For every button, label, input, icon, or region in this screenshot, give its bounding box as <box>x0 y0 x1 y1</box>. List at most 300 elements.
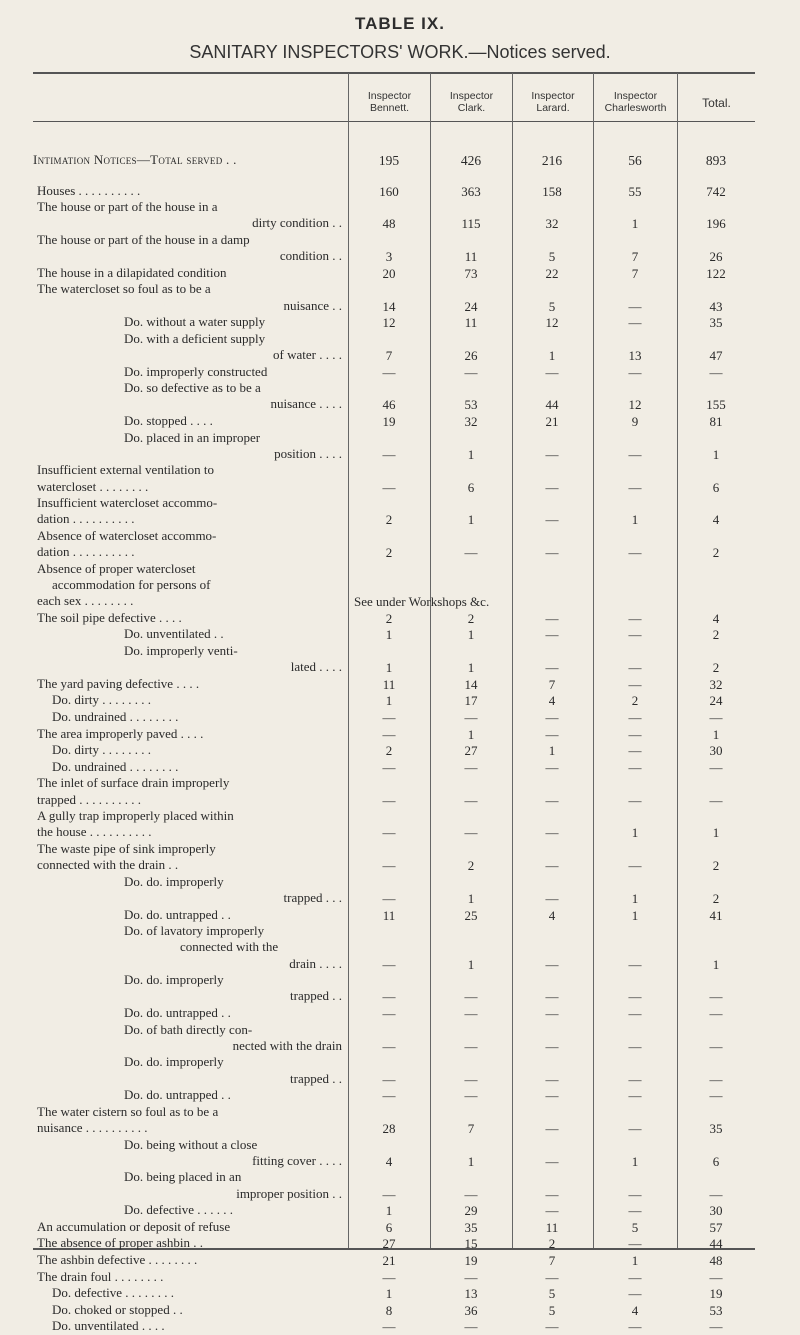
cell-total: 24 <box>709 693 723 709</box>
row-label: Do. do. improperly <box>124 1054 224 1070</box>
cell-total: 1 <box>712 825 720 841</box>
row-label: Do. unventilated . . . . <box>52 1318 165 1334</box>
table-row <box>0 561 800 610</box>
cell-bennett: 160 <box>379 183 399 199</box>
cell-total: 2 <box>712 858 720 874</box>
cell-bennett: 20 <box>382 265 396 281</box>
cell-charlesworth: — <box>628 1203 642 1219</box>
cell-bennett: — <box>382 1088 396 1104</box>
row-label: The water cistern so foul as to be a <box>37 1103 219 1119</box>
cell-larard: — <box>545 890 559 906</box>
row-label: Do. do. untrapped . . <box>124 1005 231 1020</box>
cell-charlesworth: — <box>628 446 642 462</box>
cell-bennett: — <box>382 1006 396 1021</box>
table-row <box>0 183 800 199</box>
cell-larard: — <box>545 1153 559 1169</box>
row-label: The area improperly paved . . . . <box>37 725 204 741</box>
cell-larard: 5 <box>548 1286 556 1302</box>
cell-clark: — <box>464 1319 478 1335</box>
cell-total: — <box>709 1186 723 1202</box>
row-label: An accumulation or deposit of refuse <box>37 1218 231 1234</box>
cell-total: — <box>709 364 723 380</box>
cell-clark: 14 <box>464 676 478 692</box>
cell-charlesworth: 7 <box>631 249 639 265</box>
table-row <box>0 1252 800 1268</box>
cell-clark: — <box>464 759 478 775</box>
cell-total: — <box>709 1038 723 1054</box>
table-row <box>0 643 800 675</box>
table-row <box>0 413 800 429</box>
cell-clark: 363 <box>461 183 481 199</box>
row-label: Do. improperly constructed <box>124 363 268 379</box>
row-label: the house . . . . . . . . . . <box>37 824 152 840</box>
cell-total: — <box>709 1071 723 1087</box>
row-label: Insufficient watercloset accommo- <box>37 495 218 511</box>
table-row <box>0 1285 800 1301</box>
cell-charlesworth: — <box>628 315 642 331</box>
table-row <box>0 759 800 775</box>
cell-bennett: — <box>382 890 396 906</box>
cell-charlesworth: — <box>628 298 642 314</box>
cell-larard: — <box>545 825 559 841</box>
cell-clark: 115 <box>461 216 481 232</box>
row-label: The soil pipe defective . . . . <box>37 609 182 625</box>
cell-larard: 12 <box>545 315 559 331</box>
cell-bennett: — <box>382 858 396 874</box>
cell-clark: — <box>464 989 478 1005</box>
table-row <box>0 626 800 642</box>
cell-clark: 32 <box>464 414 478 429</box>
row-label: Do. dirty . . . . . . . . <box>52 692 151 708</box>
cell-clark: 2 <box>467 858 475 874</box>
cell-larard: 22 <box>545 265 559 281</box>
cell-charlesworth: 12 <box>628 397 642 413</box>
row-label: connected with the <box>180 939 279 955</box>
cell-larard: — <box>545 726 559 742</box>
row-label: dirty condition . . <box>252 215 342 231</box>
row-label: Do. of bath directly con- <box>124 1021 253 1037</box>
table-row <box>0 1137 800 1169</box>
cell-bennett: 46 <box>382 397 396 413</box>
cell-total: 32 <box>709 676 723 692</box>
cell-total: — <box>709 1006 723 1021</box>
row-label: fitting cover . . . . <box>252 1152 342 1168</box>
page-subtitle: SANITARY INSPECTORS' WORK.—Notices served. <box>189 42 611 62</box>
cell-clark: — <box>464 825 478 841</box>
cell-total: 6 <box>712 479 720 495</box>
row-label: The absence of proper ashbin . . <box>37 1235 204 1251</box>
cell-larard: — <box>545 792 559 808</box>
cell-charlesworth: 1 <box>631 825 639 841</box>
cell-total: 53 <box>709 1302 723 1318</box>
cell-clark: 11 <box>464 315 478 331</box>
cell-bennett: 12 <box>382 315 396 331</box>
cell-clark: 11 <box>464 249 478 265</box>
cell-larard: — <box>545 627 559 643</box>
cell-bennett: 1 <box>385 660 393 676</box>
row-label: connected with the drain . . <box>37 857 179 873</box>
cell-bennett: — <box>382 726 396 742</box>
cell-charlesworth: — <box>628 989 642 1005</box>
cell-total: 2 <box>712 627 720 643</box>
cell-larard: — <box>545 1186 559 1202</box>
cell-charlesworth: — <box>628 1269 642 1285</box>
row-label: A gully trap improperly placed within <box>37 808 234 824</box>
cell-bennett: — <box>382 710 396 725</box>
cell-larard: — <box>545 1269 559 1285</box>
row-label: dation . . . . . . . . . . <box>37 544 135 560</box>
row-label: The house or part of the house in a <box>37 199 218 215</box>
cell-charlesworth: 1 <box>631 890 639 906</box>
cell-bennett: — <box>382 792 396 808</box>
cell-clark: 1 <box>467 890 475 906</box>
table-row <box>0 709 800 725</box>
cell-total: 47 <box>709 347 723 363</box>
row-label: The watercloset so foul as to be a <box>37 281 211 297</box>
cell-clark: — <box>464 1071 478 1087</box>
cell-clark: — <box>464 1088 478 1104</box>
cell-clark: 24 <box>464 298 478 314</box>
cell-larard: — <box>545 956 559 972</box>
column-header-total: Total. <box>702 96 731 110</box>
row-label: Absence of proper watercloset <box>37 560 196 576</box>
table-row <box>0 430 800 462</box>
cell-larard: 1 <box>548 347 556 363</box>
row-label: The house in a dilapidated condition <box>37 264 227 280</box>
cell-total: 35 <box>709 315 723 331</box>
cell-charlesworth: — <box>628 1088 642 1104</box>
cell-larard: 21 <box>545 414 559 429</box>
cell-larard: — <box>545 446 559 462</box>
cell-bennett: 1 <box>385 627 393 643</box>
table-row <box>0 331 800 363</box>
cell-bennett: — <box>382 1186 396 1202</box>
cell-total: 48 <box>709 1253 723 1268</box>
cell-bennett: — <box>382 364 396 380</box>
cell-charlesworth: — <box>628 1286 642 1302</box>
cell-clark: 13 <box>464 1286 478 1302</box>
row-label: Do. unventilated . . <box>124 626 224 642</box>
row-label: position . . . . <box>274 445 342 461</box>
cell-charlesworth: 4 <box>631 1302 639 1318</box>
cell-charlesworth: — <box>628 1319 642 1335</box>
row-label: accommodation for persons of <box>52 576 211 592</box>
cell-clark: 36 <box>464 1302 478 1318</box>
cell-clark: — <box>464 545 478 561</box>
row-label: Do. do. improperly <box>124 873 224 889</box>
cell-charlesworth: — <box>628 792 642 808</box>
cell-charlesworth: — <box>628 627 642 643</box>
cell-charlesworth: — <box>628 545 642 561</box>
cell-bennett: 28 <box>382 1120 396 1136</box>
cell-total: 4 <box>712 610 720 626</box>
row-label: lated . . . . <box>290 659 342 675</box>
cell-clark: 26 <box>464 347 478 363</box>
cell-charlesworth: 13 <box>628 347 642 363</box>
cell-total: 6 <box>712 1153 720 1169</box>
cell-total: 1 <box>712 726 720 742</box>
cell-total: 122 <box>706 265 726 281</box>
cell-total: 1 <box>712 446 720 462</box>
row-label: Intimation Notices—Total served . . <box>33 152 237 167</box>
cell-bennett: 1 <box>385 693 393 709</box>
row-label: Do. do. untrapped . . <box>124 1087 231 1103</box>
table-row <box>0 726 800 742</box>
cell-bennett: — <box>382 1038 396 1054</box>
cell-charlesworth: 2 <box>631 693 639 709</box>
table-row <box>0 380 800 412</box>
cell-bennett: — <box>382 446 396 462</box>
row-label: Do. defective . . . . . . <box>124 1202 234 1218</box>
table-row <box>0 364 800 380</box>
table-row <box>0 1302 800 1318</box>
cell-charlesworth: 7 <box>631 265 639 281</box>
cell-total: 19 <box>709 1286 723 1302</box>
row-label: The waste pipe of sink improperly <box>37 841 216 856</box>
cell-charlesworth: — <box>628 676 642 692</box>
row-label: Do. defective . . . . . . . . <box>52 1285 175 1301</box>
cell-clark: 1 <box>467 512 475 528</box>
cell-charlesworth: — <box>628 858 642 874</box>
table-row <box>0 874 800 906</box>
row-label: nuisance . . . . <box>270 396 342 412</box>
cell-charlesworth: — <box>628 610 642 626</box>
cell-clark: — <box>464 792 478 808</box>
row-label: Insufficient external ventilation to <box>37 462 215 478</box>
cell-clark: 1 <box>467 1153 475 1169</box>
cell-larard: — <box>545 1319 559 1335</box>
cell-larard: — <box>545 1006 559 1021</box>
row-label: trapped . . <box>290 1070 342 1086</box>
cell-bennett: 2 <box>385 610 393 626</box>
table-row <box>0 907 800 923</box>
cell-total: 155 <box>706 397 726 413</box>
table-row <box>0 1005 800 1021</box>
cell-total: 44 <box>709 1236 723 1252</box>
cell-clark: 1 <box>467 956 475 972</box>
cell-charlesworth: 9 <box>631 414 639 429</box>
cell-total: 35 <box>709 1120 723 1136</box>
cell-bennett: 19 <box>382 414 396 429</box>
cell-clark: 7 <box>467 1120 475 1136</box>
cell-larard: — <box>545 610 559 626</box>
row-label: Do. so defective as to be a <box>124 380 261 396</box>
cell-clark: — <box>464 1186 478 1202</box>
cell-total: 4 <box>712 512 720 528</box>
cell-total: — <box>709 759 723 775</box>
table-row <box>0 775 800 807</box>
cell-larard: — <box>545 512 559 528</box>
cell-total: 742 <box>706 183 726 199</box>
row-label: Do. stopped . . . . <box>124 413 213 428</box>
table-row <box>0 528 800 560</box>
column-header-larard: Inspector Larard. <box>531 90 575 114</box>
table-row <box>0 495 800 527</box>
cell-clark: 1 <box>467 726 475 742</box>
cell-total: 30 <box>709 743 723 759</box>
table-row <box>0 281 800 313</box>
table-row <box>0 1235 800 1251</box>
table-row <box>0 265 800 281</box>
cell-larard: 5 <box>548 249 556 265</box>
cell-clark: 6 <box>467 479 475 495</box>
cell-bennett: — <box>382 1269 396 1285</box>
cell-total: 196 <box>706 216 726 232</box>
cell-bennett: 195 <box>378 153 400 168</box>
cell-clark: 2 <box>467 610 475 626</box>
table-row <box>0 1022 800 1054</box>
cell-charlesworth: — <box>628 710 642 725</box>
cell-larard: 11 <box>545 1219 559 1235</box>
cell-charlesworth: — <box>628 660 642 676</box>
table-row <box>0 1269 800 1285</box>
row-label: condition . . <box>279 248 342 264</box>
row-label: Houses . . . . . . . . . . <box>37 182 141 198</box>
table-row <box>0 676 800 692</box>
cell-larard: 2 <box>548 1236 556 1252</box>
row-label: The yard paving defective . . . . <box>37 675 200 691</box>
cell-clark: — <box>464 1269 478 1285</box>
cell-larard: 4 <box>548 693 556 709</box>
cell-larard: — <box>545 1038 559 1054</box>
row-label: watercloset . . . . . . . . <box>37 478 149 494</box>
cell-total: — <box>709 792 723 808</box>
cell-bennett: 3 <box>385 249 393 265</box>
cell-bennett: 21 <box>382 1253 396 1268</box>
row-note: See under Workshops &c. <box>354 594 490 610</box>
cell-charlesworth: — <box>628 1071 642 1087</box>
column-header-charlesworth: Inspector Charlesworth <box>604 90 667 114</box>
table-row <box>0 1054 800 1086</box>
table-row <box>0 1087 800 1103</box>
cell-clark: 25 <box>464 907 478 923</box>
cell-total: 1 <box>712 956 720 972</box>
cell-bennett: — <box>382 989 396 1005</box>
table-row <box>0 152 800 168</box>
cell-charlesworth: — <box>628 726 642 742</box>
row-label: dation . . . . . . . . . . <box>37 511 135 527</box>
table-row <box>0 199 800 231</box>
row-label: The house or part of the house in a damp <box>37 232 250 247</box>
table-row <box>0 972 800 1004</box>
cell-bennett: 1 <box>385 1286 393 1302</box>
cell-bennett: 1 <box>385 1203 393 1219</box>
row-label: nected with the drain <box>232 1037 342 1053</box>
cell-total: — <box>709 1269 723 1285</box>
cell-total: 2 <box>712 890 720 906</box>
cell-larard: — <box>545 989 559 1005</box>
cell-total: — <box>709 1319 723 1335</box>
cell-bennett: 14 <box>382 298 396 314</box>
table-row <box>0 1318 800 1334</box>
cell-charlesworth: — <box>628 759 642 775</box>
cell-clark: 29 <box>464 1203 478 1219</box>
row-label: improper position . . <box>236 1185 342 1201</box>
row-label: trapped . . . <box>283 889 342 905</box>
cell-total: — <box>709 1088 723 1104</box>
cell-bennett: 11 <box>382 676 396 692</box>
cell-larard: 216 <box>541 153 563 168</box>
cell-clark: 27 <box>464 743 478 759</box>
cell-bennett: 48 <box>382 216 396 232</box>
cell-bennett: 6 <box>385 1219 393 1235</box>
cell-larard: 1 <box>548 743 556 759</box>
cell-larard: — <box>545 759 559 775</box>
cell-larard: 5 <box>548 298 556 314</box>
cell-bennett: — <box>382 825 396 841</box>
cell-clark: 1 <box>467 660 475 676</box>
cell-bennett: 4 <box>385 1153 393 1169</box>
cell-larard: 158 <box>542 183 562 199</box>
cell-total: 26 <box>709 249 723 265</box>
cell-larard: — <box>545 479 559 495</box>
cell-charlesworth: — <box>628 1038 642 1054</box>
page-title: TABLE IX. <box>355 14 445 33</box>
cell-charlesworth: 1 <box>631 907 639 923</box>
cell-clark: 19 <box>464 1253 478 1268</box>
cell-clark: — <box>464 364 478 380</box>
cell-larard: 44 <box>545 397 559 413</box>
cell-clark: 53 <box>464 397 478 413</box>
cell-larard: — <box>545 660 559 676</box>
column-header-clark: Inspector Clark. <box>449 90 494 114</box>
row-label: Do. being without a close <box>124 1136 258 1152</box>
cell-charlesworth: — <box>628 1186 642 1202</box>
cell-total: 41 <box>709 907 723 923</box>
row-label: Do. do. improperly <box>124 972 224 988</box>
table-row <box>0 692 800 708</box>
row-label: The drain foul . . . . . . . . <box>37 1268 164 1284</box>
table-row <box>0 923 800 972</box>
cell-bennett: — <box>382 759 396 775</box>
row-label: each sex . . . . . . . . <box>37 593 134 609</box>
cell-larard: — <box>545 858 559 874</box>
row-label: trapped . . <box>290 988 342 1004</box>
cell-clark: 1 <box>467 446 475 462</box>
cell-bennett: 11 <box>382 907 396 923</box>
cell-bennett: — <box>382 1319 396 1335</box>
cell-clark: — <box>464 1006 478 1021</box>
cell-larard: — <box>545 1088 559 1104</box>
cell-bennett: 2 <box>385 545 393 561</box>
table-row <box>0 1104 800 1136</box>
cell-charlesworth: — <box>628 956 642 972</box>
cell-total: 2 <box>712 660 720 676</box>
cell-larard: 7 <box>548 1253 556 1268</box>
cell-bennett: — <box>382 956 396 972</box>
cell-larard: — <box>545 1203 559 1219</box>
row-label: trapped . . . . . . . . . . <box>37 791 141 807</box>
cell-clark: 17 <box>464 693 478 709</box>
cell-charlesworth: 55 <box>628 183 642 199</box>
cell-bennett: — <box>382 1071 396 1087</box>
cell-total: — <box>709 710 723 725</box>
table-row <box>0 314 800 330</box>
row-label: Do. dirty . . . . . . . . <box>52 742 151 758</box>
cell-total: 81 <box>709 414 723 429</box>
cell-bennett: 2 <box>385 512 393 528</box>
row-label: Do. undrained . . . . . . . . <box>52 758 179 774</box>
row-label: Do. choked or stopped . . <box>52 1301 183 1317</box>
table-row <box>0 232 800 264</box>
cell-larard: — <box>545 1071 559 1087</box>
cell-charlesworth: — <box>628 1120 642 1136</box>
row-label: The inlet of surface drain improperly <box>37 775 230 791</box>
cell-total: 57 <box>709 1219 723 1235</box>
cell-bennett: — <box>382 479 396 495</box>
row-label: Do. undrained . . . . . . . . <box>52 709 179 724</box>
cell-clark: — <box>464 710 478 725</box>
